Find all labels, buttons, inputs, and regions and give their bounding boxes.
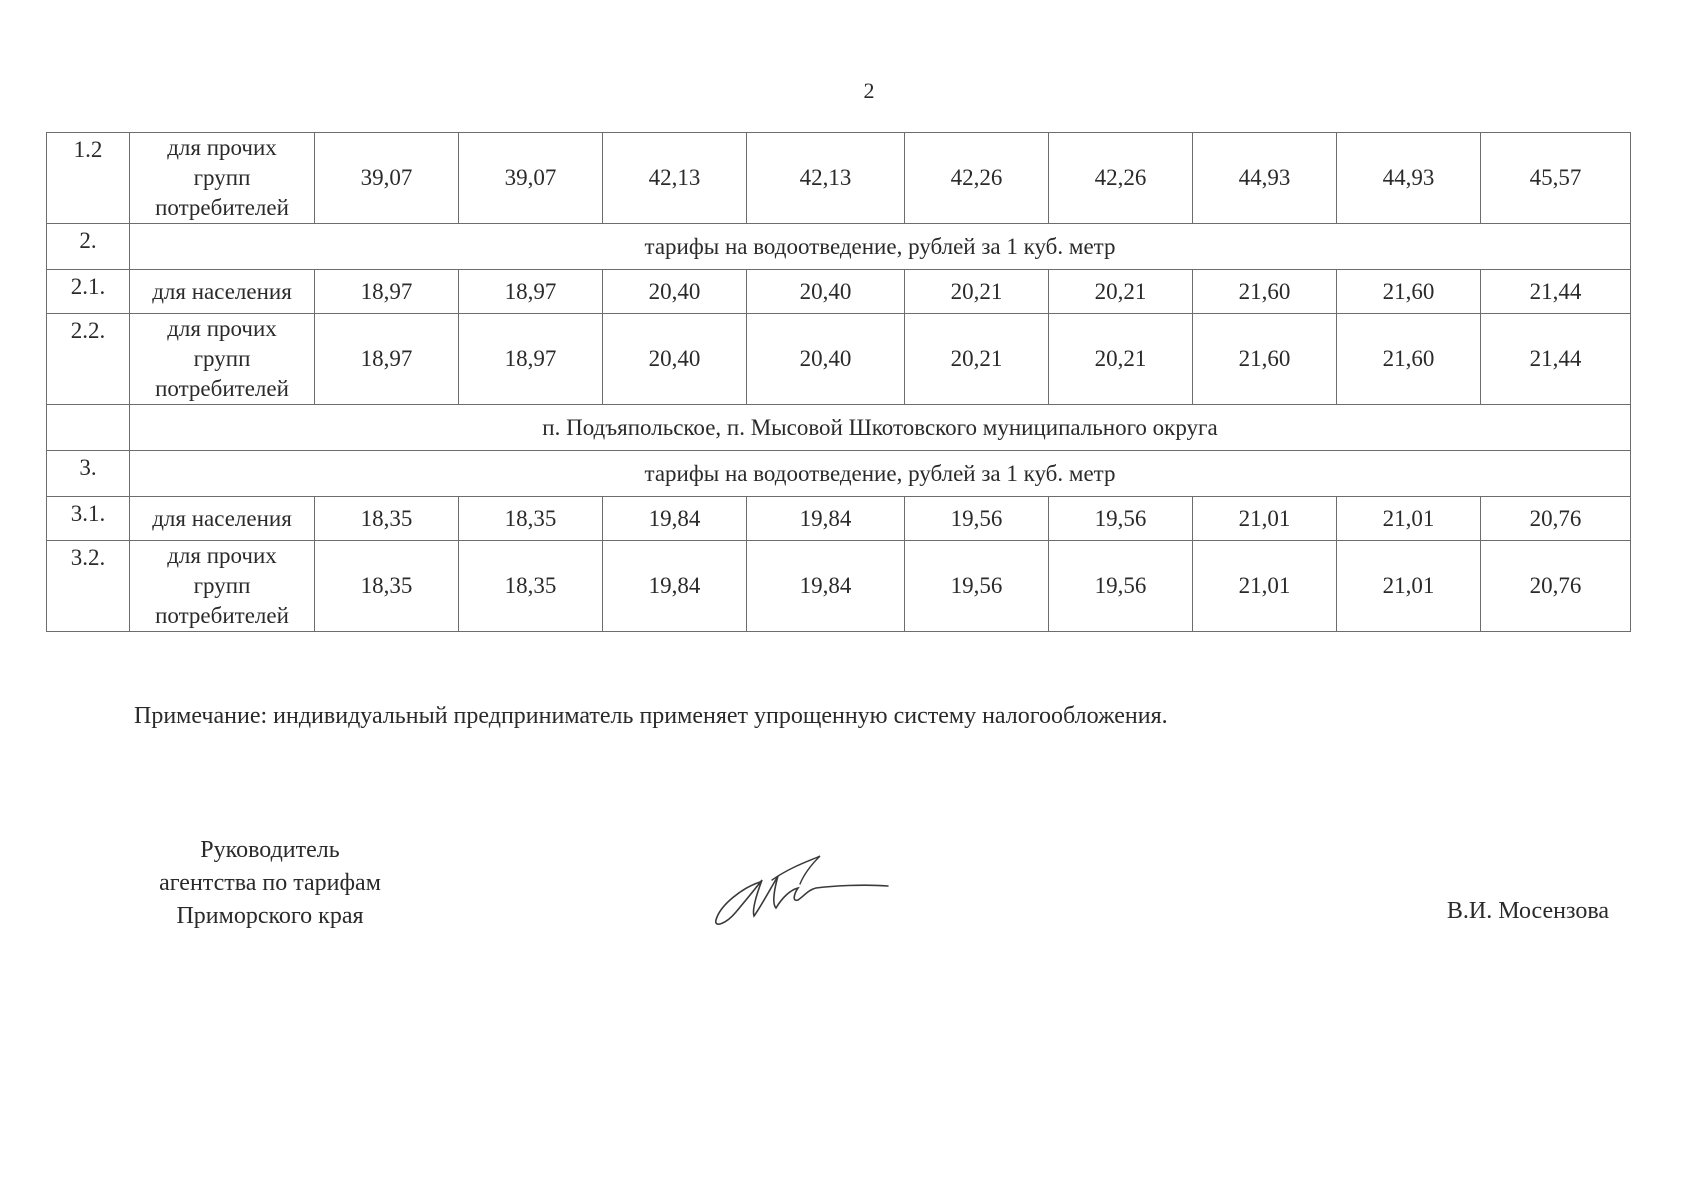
consumer-group-label-line: потребителей bbox=[155, 195, 289, 220]
tariff-value: 19,84 bbox=[747, 541, 905, 632]
tariff-value: 20,21 bbox=[1049, 314, 1193, 405]
row-number: 2.1. bbox=[47, 270, 130, 314]
tariff-value: 19,84 bbox=[603, 497, 747, 541]
tariff-value: 19,84 bbox=[747, 497, 905, 541]
consumer-group-label-line: для прочих bbox=[167, 135, 277, 160]
consumer-group-label-line: потребителей bbox=[155, 603, 289, 628]
tariff-value: 20,21 bbox=[905, 314, 1049, 405]
table-row bbox=[47, 541, 1631, 632]
tariff-value: 18,35 bbox=[315, 541, 459, 632]
tariff-value: 21,01 bbox=[1337, 541, 1481, 632]
tariff-table-body bbox=[47, 133, 1631, 632]
table-row bbox=[47, 133, 1631, 224]
signer-name: В.И. Мосензова bbox=[1446, 898, 1609, 924]
tariff-value: 19,84 bbox=[603, 541, 747, 632]
tariff-value: 42,26 bbox=[905, 133, 1049, 224]
signer-title bbox=[120, 834, 420, 933]
tariff-value: 18,35 bbox=[315, 497, 459, 541]
row-number: 3.2. bbox=[47, 541, 130, 632]
consumer-group-label-line: групп bbox=[193, 165, 251, 190]
page-number: 2 bbox=[863, 78, 875, 103]
tariff-value: 39,07 bbox=[315, 133, 459, 224]
section-row bbox=[47, 451, 1631, 497]
tariff-value: 21,01 bbox=[1193, 541, 1337, 632]
consumer-group-label-line: для населения bbox=[152, 278, 292, 304]
table-row bbox=[47, 270, 1631, 314]
tariff-value: 19,56 bbox=[905, 497, 1049, 541]
signer-title-line: Приморского края bbox=[176, 903, 364, 929]
tariff-value: 20,21 bbox=[905, 270, 1049, 314]
tariff-value: 42,13 bbox=[603, 133, 747, 224]
tariff-value: 18,97 bbox=[459, 314, 603, 405]
tariff-value: 21,44 bbox=[1481, 314, 1631, 405]
consumer-group-label-line: потребителей bbox=[155, 376, 289, 401]
tariff-value: 19,56 bbox=[1049, 497, 1193, 541]
tariff-value: 18,35 bbox=[459, 541, 603, 632]
row-number: 3. bbox=[47, 451, 130, 497]
section-title: тарифы на водоотведение, рублей за 1 куб. метр bbox=[130, 451, 1631, 497]
tariff-value: 44,93 bbox=[1193, 133, 1337, 224]
tariff-value: 18,97 bbox=[459, 270, 603, 314]
row-number: 1.2 bbox=[47, 133, 130, 224]
section-title: тарифы на водоотведение, рублей за 1 куб. метр bbox=[130, 224, 1631, 270]
tariff-value: 20,40 bbox=[603, 314, 747, 405]
consumer-group-label bbox=[130, 541, 315, 632]
tariff-value: 18,97 bbox=[315, 270, 459, 314]
tariff-value: 21,60 bbox=[1337, 314, 1481, 405]
table-row bbox=[47, 314, 1631, 405]
tariff-value: 20,76 bbox=[1481, 541, 1631, 632]
section-row bbox=[47, 224, 1631, 270]
row-number bbox=[47, 405, 130, 451]
tax-note: Примечание: индивидуальный предприниматель применяет упрощенную систему налогообложения. bbox=[134, 703, 1168, 729]
consumer-group-label-line: для прочих bbox=[167, 543, 277, 568]
consumer-group-label bbox=[130, 314, 315, 405]
row-number: 2.2. bbox=[47, 314, 130, 405]
table-row bbox=[47, 497, 1631, 541]
tariff-value: 20,40 bbox=[747, 270, 905, 314]
signer-title-line: агентства по тарифам bbox=[159, 870, 381, 896]
consumer-group-label-line: для прочих bbox=[167, 316, 277, 341]
tariff-value: 20,40 bbox=[747, 314, 905, 405]
consumer-group-label-line: групп bbox=[193, 573, 251, 598]
tariff-value: 21,01 bbox=[1337, 497, 1481, 541]
consumer-group-label bbox=[130, 497, 315, 541]
tariff-value: 21,01 bbox=[1193, 497, 1337, 541]
tariff-value: 21,60 bbox=[1193, 314, 1337, 405]
tariff-value: 18,35 bbox=[459, 497, 603, 541]
handwritten-signature bbox=[712, 850, 892, 930]
tariff-value: 19,56 bbox=[905, 541, 1049, 632]
tariff-value: 21,60 bbox=[1337, 270, 1481, 314]
signer-title-line: Руководитель bbox=[200, 837, 340, 863]
consumer-group-label-line: групп bbox=[193, 346, 251, 371]
tariff-value: 39,07 bbox=[459, 133, 603, 224]
tariff-value: 21,60 bbox=[1193, 270, 1337, 314]
consumer-group-label bbox=[130, 270, 315, 314]
row-number: 2. bbox=[47, 224, 130, 270]
tariff-table bbox=[46, 132, 1631, 632]
tariff-value: 18,97 bbox=[315, 314, 459, 405]
tariff-value: 20,40 bbox=[603, 270, 747, 314]
section-title: п. Подъяпольское, п. Мысовой Шкотовского муниципального округа bbox=[130, 405, 1631, 451]
row-number: 3.1. bbox=[47, 497, 130, 541]
tariff-value: 19,56 bbox=[1049, 541, 1193, 632]
tariff-value: 42,26 bbox=[1049, 133, 1193, 224]
tariff-value: 20,76 bbox=[1481, 497, 1631, 541]
section-row bbox=[47, 405, 1631, 451]
consumer-group-label-line: для населения bbox=[152, 505, 292, 531]
tariff-value: 21,44 bbox=[1481, 270, 1631, 314]
tariff-value: 42,13 bbox=[747, 133, 905, 224]
tariff-value: 44,93 bbox=[1337, 133, 1481, 224]
tariff-value: 45,57 bbox=[1481, 133, 1631, 224]
tariff-value: 20,21 bbox=[1049, 270, 1193, 314]
consumer-group-label bbox=[130, 133, 315, 224]
